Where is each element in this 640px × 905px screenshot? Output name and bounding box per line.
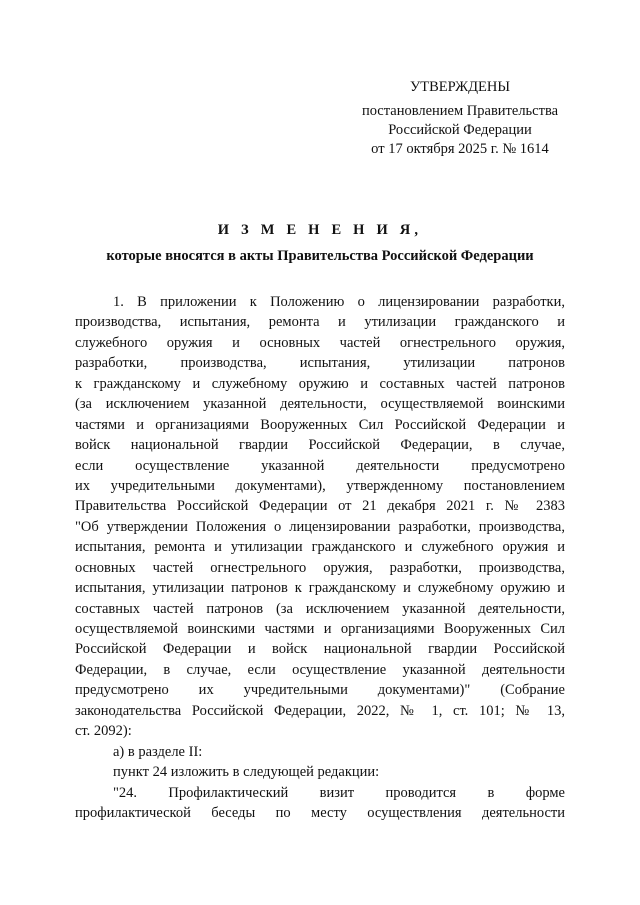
document-body (75, 292, 565, 823)
paragraph-1-line: составных частей патронов (за исключением указанной деятельности, (75, 600, 565, 617)
document-title: И З М Е Н Е Н И Я, (217, 222, 423, 238)
approval-line-date: от 17 октября 2025 г. № 1614 (371, 141, 549, 157)
approval-stamp: УТВЕРЖДЕНЫ (409, 79, 511, 95)
paragraph-1-line: их учредительными документами), утвержденному постановлением (75, 477, 565, 494)
paragraph-1-line: основных частей огнестрельного оружия, разработки, производства, (75, 559, 565, 576)
document-subtitle: которые вносятся в акты Правительства Российской Федерации (106, 248, 534, 264)
paragraph-1-line: Федерации, в случае, если осуществление указанной деятельности (75, 661, 565, 678)
paragraph-1-line: к гражданскому и служебному оружию и составных частей патронов (75, 375, 565, 392)
paragraph-1-line: Правительства Российской Федерации от 21 декабря 2021 г. № 2383 (75, 498, 565, 515)
paragraph-1-line: (за исключением указанной деятельности, осуществляемой воинскими (75, 396, 565, 413)
paragraph-1-line: 1. В приложении к Положению о лицензировании разработки, (113, 294, 565, 310)
paragraph-1-line: ст. 2092): (75, 723, 132, 740)
approval-line-decree: постановлением Правительства (361, 103, 559, 119)
paragraph-24-line: "24. Профилактический визит проводится в форме (113, 784, 565, 801)
paragraph-1-line: законодательства Российской Федерации, 2022, № 1, ст. 101; № 13, (75, 702, 565, 719)
paragraph-1-line: осуществляемой воинскими частями и организациями Вооруженных Сил (75, 621, 565, 637)
paragraph-1-line: предусмотрено их учредительными документами)" (Собрание (75, 682, 565, 699)
item-a-instruction: пункт 24 изложить в следующей редакции: (113, 764, 380, 781)
paragraph-1-line: разработки, производства, испытания, утилизации патронов (75, 355, 565, 372)
paragraph-1-line: "Об утверждении Положения о лицензировании разработки, производства, (75, 518, 565, 535)
paragraph-1-line: Российской Федерации и войск национальной гвардии Российской (75, 641, 565, 658)
approval-line-country: Российской Федерации (388, 122, 532, 138)
approval-block (340, 78, 580, 159)
paragraph-1-line: испытания, ремонта и утилизации гражданского и служебного оружия и (75, 539, 565, 556)
paragraph-1-line: частями и организациями Вооруженных Сил Российской Федерации и (75, 416, 565, 433)
paragraph-1-line: войск национальной гвардии Российской Федерации, в случае, (75, 437, 565, 454)
paragraph-1-line: если осуществление указанной деятельности предусмотрено (75, 457, 565, 474)
paragraph-1-line: служебного оружия и основных частей огнестрельного оружия, (75, 334, 565, 351)
paragraph-24-line: профилактической беседы по месту осуществления деятельности (75, 804, 565, 821)
paragraph-1-line: испытания, утилизации патронов к гражданскому и служебному оружию и (75, 580, 565, 597)
item-a-heading: а) в разделе II: (113, 743, 203, 760)
paragraph-1-line: производства, испытания, ремонта и утилизации гражданского и (75, 314, 565, 331)
